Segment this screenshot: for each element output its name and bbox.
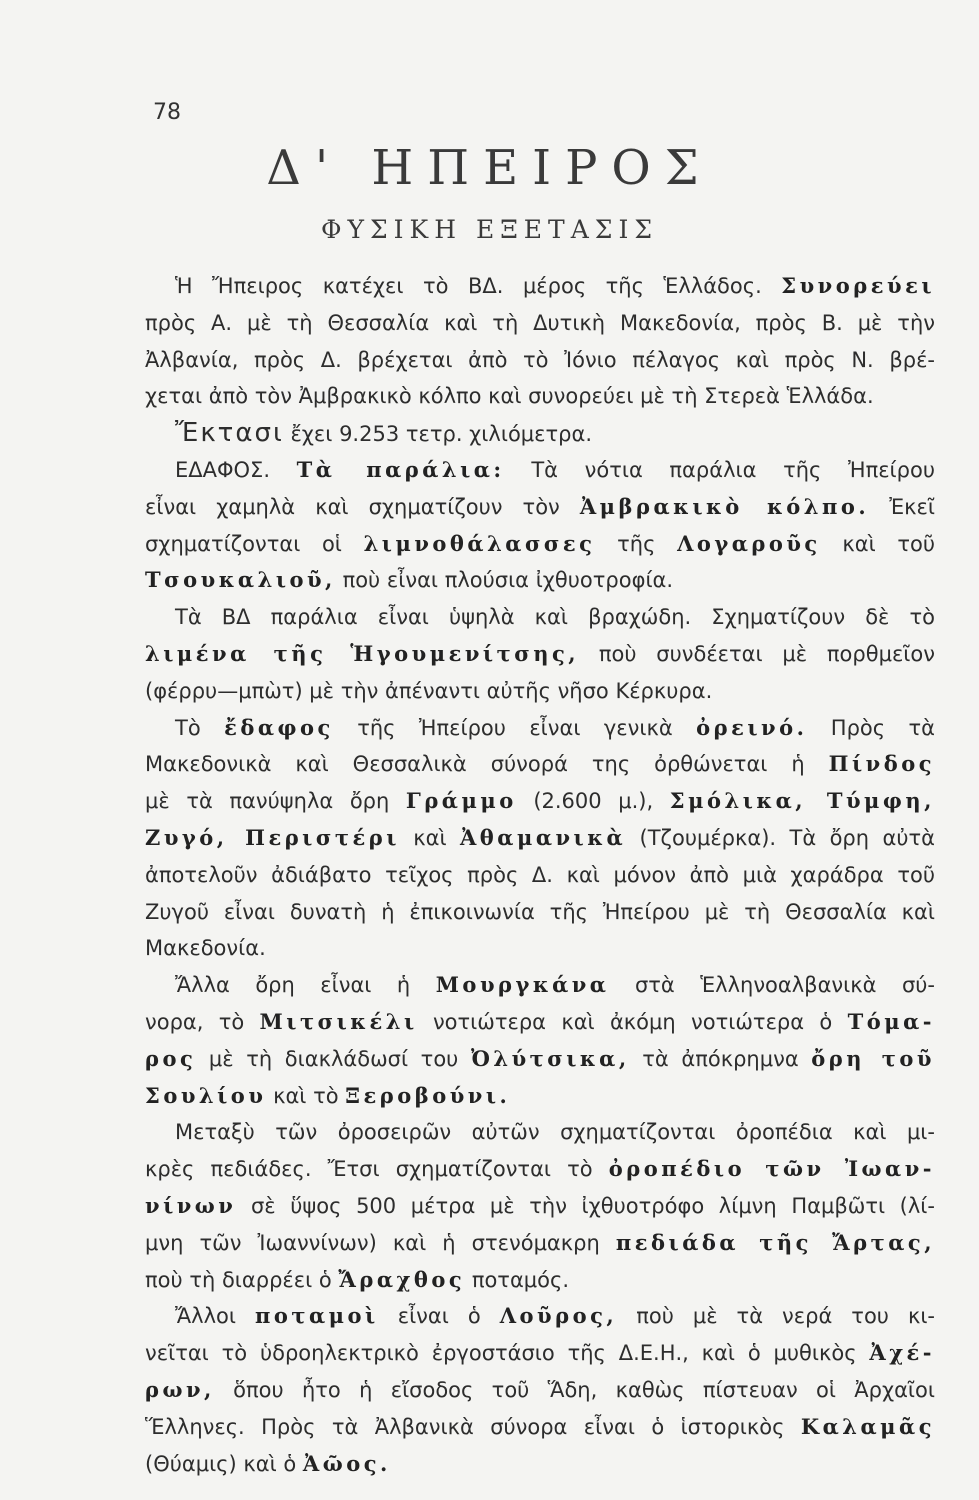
text-line: νορα, τὸ Μιτσικέλι νοτιώτερα καὶ ἀκόμη νοτιώτερα ὁ Τόμα- (145, 1008, 935, 1034)
text-line: σχηματίζονται οἱ λιμνοθάλασσες τῆς Λογαροῦς καὶ τοῦ (145, 530, 935, 556)
text-line: Μακεδονία. (145, 936, 266, 961)
text-line: μνη τῶν Ἰωαννίνων) καὶ ἡ στενόμακρη πεδιάδα τῆς Ἄρτας, (145, 1229, 936, 1255)
chapter-title: Δ' ΗΠΕΙΡΟΣ (266, 140, 713, 196)
text-line: Σουλίου καὶ τὸ Ξεροβούνι. (145, 1082, 511, 1108)
body-text (145, 268, 935, 1482)
text-line: Ζυγοῦ εἶναι δυνατὴ ἡ ἐπικοινωνία τῆς Ἠπείρου μὲ τὴ Θεσσαλία καὶ (145, 899, 935, 924)
text-line: εἶναι χαμηλὰ καὶ σχηματίζουν τὸν Ἀμβρακικὸ κόλπο. Ἐκεῖ (145, 493, 935, 519)
section-subtitle: ΦΥΣΙΚΗ ΕΞΕΤΑΣΙΣ (320, 215, 659, 244)
text-line: ΕΔΑΦΟΣ. Τὰ παράλια: Τὰ νότια παράλια τῆς Ἠπείρου (175, 456, 935, 482)
text-line: Μεταξὺ τῶν ὀροσειρῶν αὐτῶν σχηματίζονται ὀροπέδια καὶ μι- (175, 1120, 935, 1145)
text-line: Τσουκαλιοῦ, ποὺ εἶναι πλούσια ἰχθυοτροφία. (145, 567, 674, 593)
text-line: (φέρρυ—μπὼτ) μὲ τὴν ἀπέναντι αὐτῆς νῆσο Κέρκυρα. (145, 678, 713, 703)
text-line: λιμένα τῆς Ἡγουμενίτσης, ποὺ συνδέεται μὲ πορθμεῖον (145, 640, 935, 666)
text-line: νεῖται τὸ ὑδροηλεκτρικὸ ἐργοστάσιο τῆς Δ.Ε.Η., καὶ ὁ μυθικὸς Ἀχέ- (145, 1340, 935, 1366)
text-line: Ἡ Ἤπειρος κατέχει τὸ ΒΔ. μέρος τῆς Ἑλλάδος. Συνορεύει (175, 273, 935, 298)
text-line: νίνων σὲ ὕψος 500 μέτρα μὲ τὴν ἰχθυοτρόφο λίμνη Παμβῶτι (λί- (145, 1192, 935, 1218)
page-number: 78 (153, 100, 181, 125)
text-line: ποὺ τὴ διαρρέει ὁ Ἄραχθος ποταμός. (145, 1266, 569, 1292)
text-line: πρὸς Α. μὲ τὴ Θεσσαλία καὶ τὴ Δυτικὴ Μακεδονία, πρὸς Β. μὲ τὴν (145, 310, 935, 335)
text-line: Ἕλληνες. Πρὸς τὰ Ἀλβανικὰ σύνορα εἶναι ὁ ἱστορικὸς Καλαμᾶς (145, 1413, 935, 1439)
text-line: Ἄλλα ὄρη εἶναι ἡ Μουργκάνα στὰ Ἑλληνοαλβανικὰ σύ- (175, 972, 935, 998)
text-line: Ζυγό, Περιστέρι καὶ Ἀθαμανικὰ (Τζουμέρκα). Τὰ ὄρη αὐτὰ (145, 824, 935, 850)
text-line: κρὲς πεδιάδες. Ἔτσι σχηματίζονται τὸ ὀροπέδιο τῶν Ἰωαν- (145, 1156, 935, 1182)
text-line: Μακεδονικὰ καὶ Θεσσαλικὰ σύνορά της ὀρθώνεται ἡ Πίνδος (145, 751, 935, 777)
text-line: μὲ τὰ πανύψηλα ὄρη Γράμμο (2.600 μ.), Σμόλικα, Τύμφη, (145, 788, 935, 814)
text-line: Ἄλλοι ποταμοὶ εἶναι ὁ Λοῦρος, ποὺ μὲ τὰ νερά του κι- (175, 1303, 936, 1329)
text-line: Τὰ ΒΔ παράλια εἶναι ὑψηλὰ καὶ βραχώδη. Σχηματίζουν δὲ τὸ (175, 605, 935, 630)
text-line: ρων, ὅπου ἦτο ἡ εἴσοδος τοῦ Ἅδη, καθὼς πίστευαν οἱ Ἀρχαῖοι (145, 1376, 935, 1402)
text-line: Τὸ ἔδαφος τῆς Ἠπείρου εἶναι γενικὰ ὀρεινό. Πρὸς τὰ (175, 714, 935, 740)
text-line: χεται ἀπὸ τὸν Ἀμβρακικὸ κόλπο καὶ συνορεύει μὲ τὴ Στερεὰ Ἑλλάδα. (145, 384, 874, 409)
text-line: Ἀλβανία, πρὸς Δ. βρέχεται ἀπὸ τὸ Ἰόνιο πέλαγος καὶ πρὸς Ν. βρέ- (145, 347, 935, 372)
text-line: ρος μὲ τὴ διακλάδωσί του Ὀλύτσικα, τὰ ἀπόκρημνα ὄρη τοῦ (145, 1045, 935, 1071)
text-line: Ἔκτασι ἔχει 9.253 τετρ. χιλιόμετρα. (175, 418, 592, 449)
text-line: ἀποτελοῦν ἀδιάβατο τεῖχος πρὸς Δ. καὶ μόνον ἀπὸ μιὰ χαράδρα τοῦ (145, 862, 935, 887)
text-line: (Θύαμις) καὶ ὁ Ἀῶος. (145, 1450, 391, 1476)
